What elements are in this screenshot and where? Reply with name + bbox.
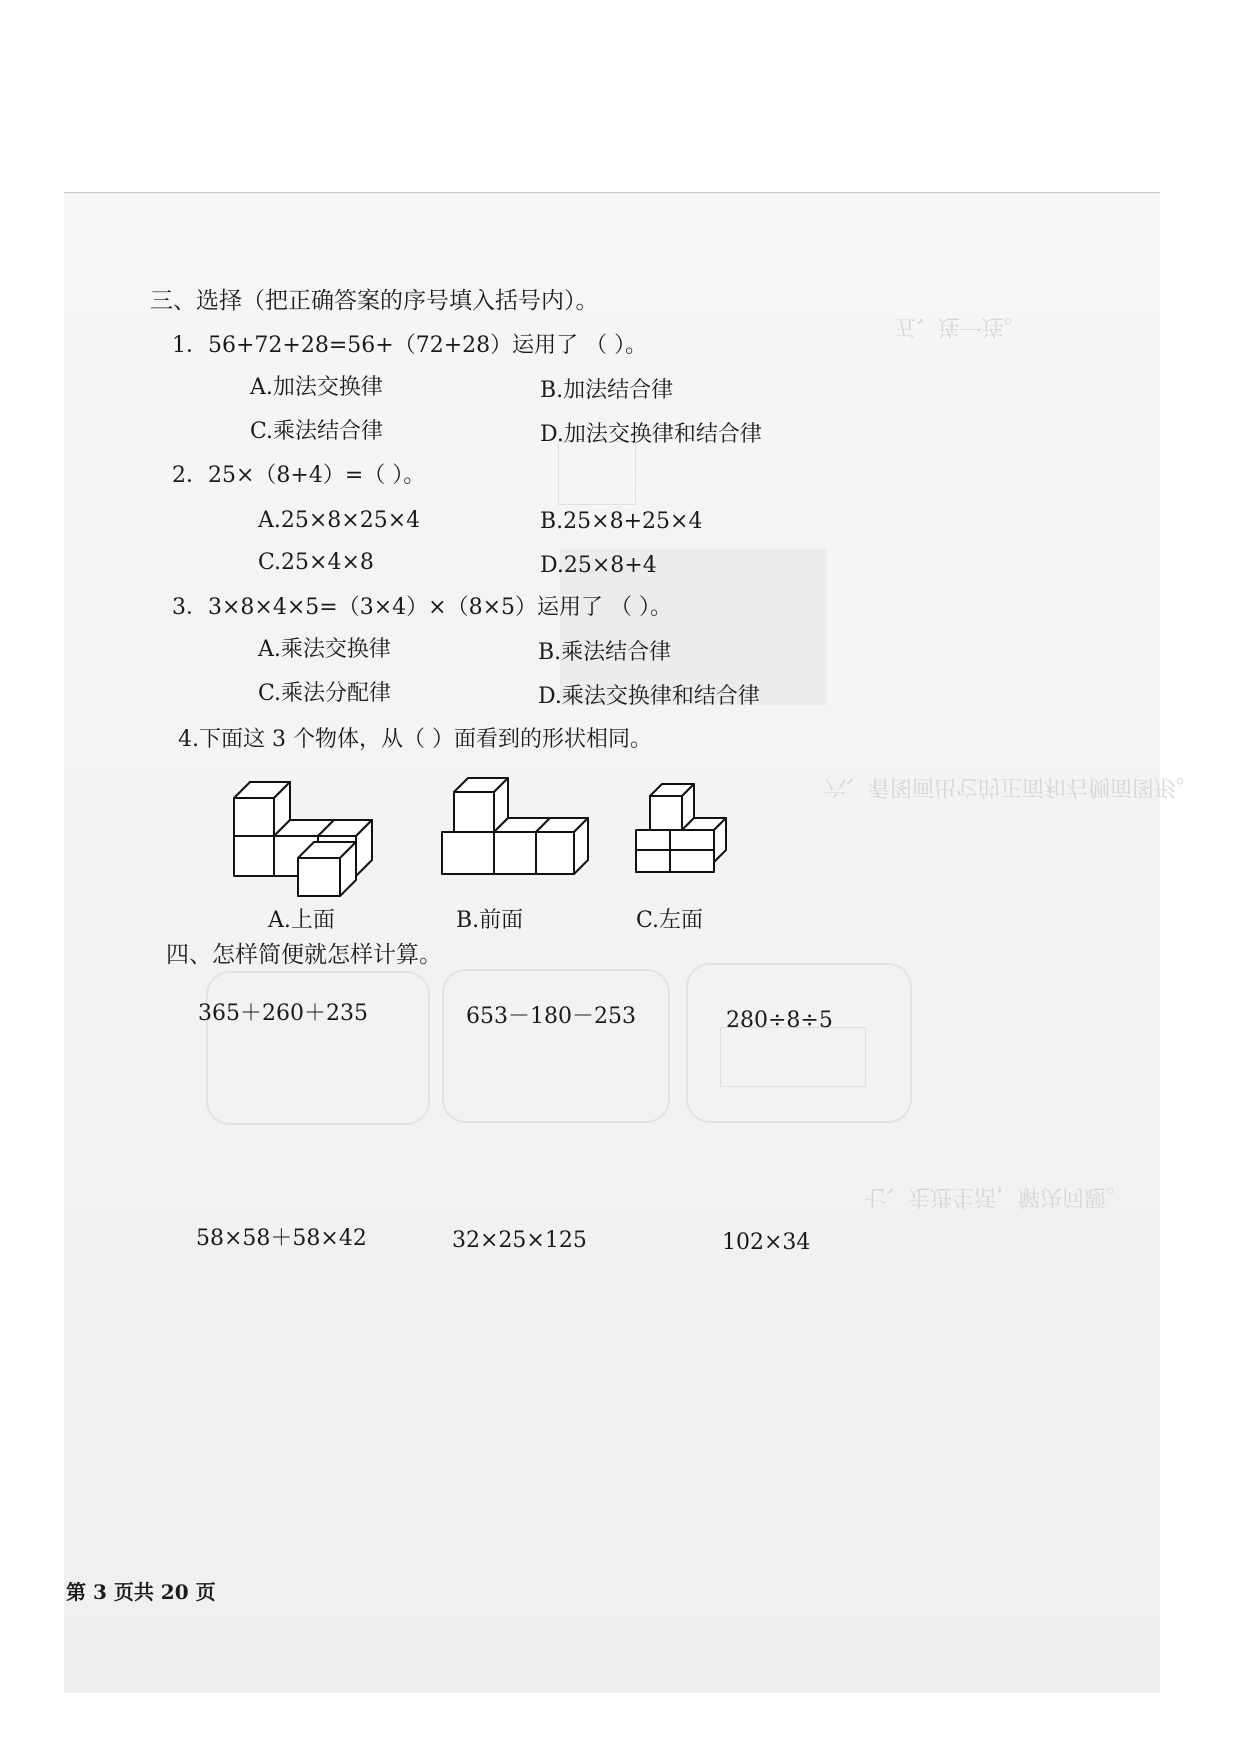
bleed-through-grid [558, 441, 636, 505]
question-1-stem: 1．56+72+28=56+（72+28）运用了 （ ）。 [172, 333, 648, 358]
question-4-option-b: B.前面 [456, 908, 524, 933]
question-3-option-c: C.乘法分配律 [258, 681, 392, 706]
question-2-option-b: B.25×8+25×4 [540, 509, 703, 534]
question-1-option-d: D.加法交换律和结合律 [540, 422, 762, 447]
calc-problem-2: 653－180－253 [466, 1004, 636, 1029]
cube-figure-b [438, 774, 594, 884]
calc-problem-3: 280÷8÷5 [726, 1008, 833, 1033]
bleed-through-text: 七、走进生活，解决问题。 [864, 1184, 1129, 1209]
section-3-title: 三、选择（把正确答案的序号填入括号内）。 [150, 288, 599, 314]
bleed-through-text: 六、看图画出它的正面和右侧面图形。 [824, 774, 1199, 799]
bleed-through-grid [720, 1027, 866, 1087]
question-3-option-d: D.乘法交换律和结合律 [538, 684, 760, 709]
question-3-option-b: B.乘法结合律 [538, 640, 672, 665]
cube-figure-a [224, 770, 380, 900]
bleed-through-box [442, 969, 670, 1123]
question-3-stem: 3．3×8×4×5=（3×4）×（8×5）运用了 （ ）。 [172, 595, 672, 620]
calc-problem-6: 102×34 [722, 1230, 811, 1255]
calc-problem-1: 365＋260＋235 [198, 1001, 368, 1026]
question-4-stem: 4.下面这 3 个物体，从（ ）面看到的形状相同。 [178, 727, 652, 752]
calc-problem-4: 58×58＋58×42 [196, 1226, 367, 1251]
question-2-stem: 2．25×（8+4）=（ ）。 [172, 463, 426, 488]
question-1-option-b: B.加法结合律 [540, 378, 674, 403]
question-1-option-a: A.加法交换律 [250, 375, 383, 400]
question-2-option-c: C.25×4×8 [258, 550, 374, 575]
page-number: 第 3 页共 20 页 [66, 1580, 216, 1604]
bleed-through-text: 五、连一连。 [894, 314, 1027, 339]
question-1-option-c: C.乘法结合律 [250, 419, 384, 444]
question-4-option-c: C.左面 [636, 908, 704, 933]
question-3-option-a: A.乘法交换律 [258, 637, 391, 662]
cube-figure-c [632, 782, 732, 878]
question-2-option-d: D.25×8+4 [540, 553, 657, 578]
section-4-title: 四、怎样简便就怎样计算。 [166, 942, 442, 968]
bleed-through-box [206, 971, 430, 1125]
question-4-option-a: A.上面 [268, 908, 335, 933]
calc-problem-5: 32×25×125 [452, 1228, 587, 1253]
question-2-option-a: A.25×8×25×4 [258, 508, 421, 533]
